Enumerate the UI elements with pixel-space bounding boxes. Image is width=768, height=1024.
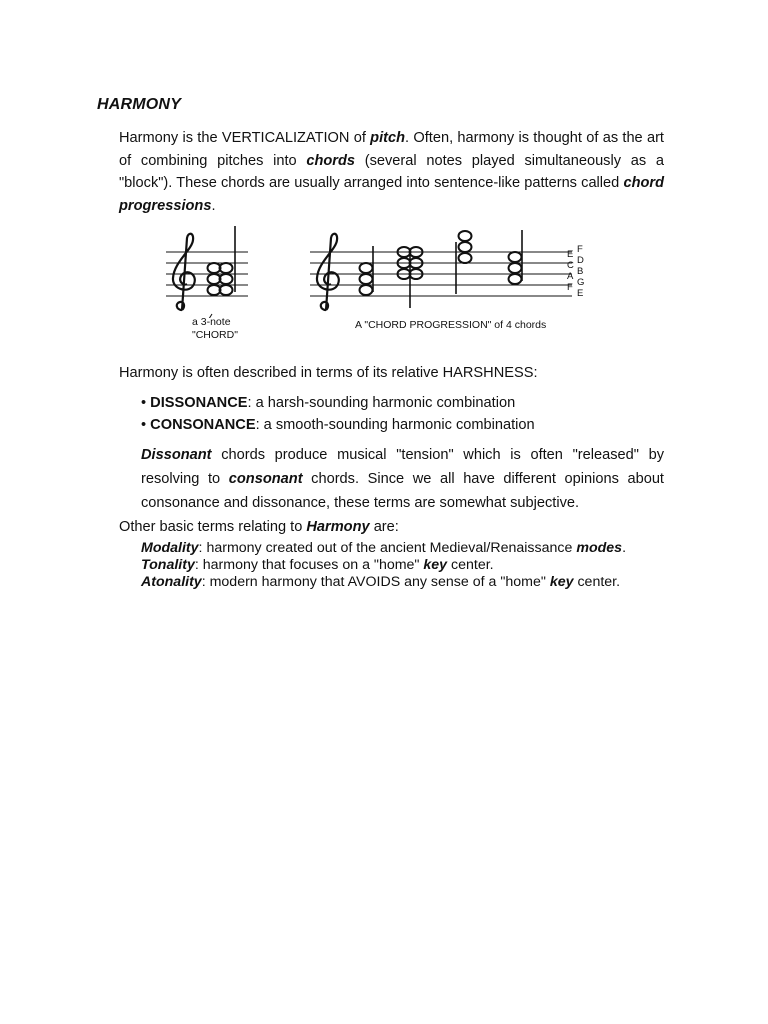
other-terms-intro bbox=[119, 519, 399, 535]
section-heading: HARMONY bbox=[97, 96, 182, 113]
intro-text: Harmony is the VERTICALIZATION of bbox=[119, 130, 371, 146]
harshness-list bbox=[141, 392, 535, 436]
dissonance-paragraph bbox=[141, 443, 664, 515]
paragraph-text: chords. Since we all have different opinions about consonance and dissonance, these terms are somewhat subjective. bbox=[141, 471, 664, 511]
term-atonality: Atonality bbox=[141, 574, 202, 590]
term-dissonant: Dissonant bbox=[141, 447, 212, 463]
treble-clef-icon bbox=[173, 234, 195, 310]
separator: : bbox=[201, 574, 210, 590]
progression-chord-2 bbox=[398, 247, 423, 308]
chord-notes bbox=[208, 263, 233, 295]
line-letter: E bbox=[567, 249, 574, 260]
definition-text: : a harsh-sounding harmonic combination bbox=[247, 395, 516, 411]
space-letter: F bbox=[577, 244, 583, 255]
intro-text: are: bbox=[369, 519, 399, 535]
definition-text: . bbox=[622, 540, 627, 556]
intro-text: (several notes played simultaneously as a "block"). These chords are usually arranged into sentence-like patterns called bbox=[119, 152, 664, 191]
term-consonant: consonant bbox=[228, 471, 303, 487]
intro-paragraph bbox=[119, 127, 664, 217]
list-item bbox=[141, 557, 626, 574]
definition-text: harmony created out of the ancient Medieval/Renaissance bbox=[206, 540, 577, 556]
list-item: • DISSONANCE: a harsh-sounding harmonic combination bbox=[141, 395, 516, 411]
chord-caption-line: "CHORD" bbox=[192, 329, 238, 341]
definition-text: harmony that focuses on a "home" bbox=[202, 557, 424, 573]
term-modes: modes bbox=[576, 540, 623, 556]
separator: : bbox=[194, 557, 203, 573]
term-modality: Modality bbox=[141, 540, 199, 556]
space-letter: B bbox=[577, 266, 584, 277]
music-notation-figure bbox=[160, 226, 620, 318]
intro-text: . bbox=[211, 197, 216, 214]
intro-text: . Often, harmony is thought of as the art of combining pitches into bbox=[119, 130, 664, 169]
term-chords: chords bbox=[306, 152, 355, 169]
progression-chord-1 bbox=[360, 246, 374, 295]
staff-progression bbox=[310, 252, 572, 296]
line-letter: A bbox=[567, 271, 574, 282]
progression-chord-4 bbox=[509, 230, 523, 284]
harshness-intro: Harmony is often described in terms of its relative HARSHNESS: bbox=[119, 365, 538, 381]
term-chord-progressions: chord progressions bbox=[119, 175, 664, 214]
definition-text: modern harmony that AVOIDS any sense of a "home" bbox=[209, 574, 550, 590]
space-letter: E bbox=[577, 288, 584, 299]
terms-list bbox=[141, 540, 626, 591]
paragraph-text: chords produce musical "tension" which is often "released" by resolving to bbox=[141, 447, 664, 487]
progression-caption: A "CHORD PROGRESSION" of 4 chords bbox=[355, 319, 547, 331]
term-tonality: Tonality bbox=[141, 557, 195, 573]
separator: : bbox=[198, 540, 207, 556]
term-pitch: pitch bbox=[370, 130, 406, 146]
space-letter: G bbox=[577, 277, 585, 288]
list-item bbox=[141, 574, 626, 591]
definition-text: center. bbox=[573, 574, 621, 590]
chord-caption bbox=[192, 316, 238, 342]
term-dissonance: DISSONANCE bbox=[150, 395, 248, 411]
term-key: key bbox=[549, 574, 574, 590]
definition-text: : a smooth-sounding harmonic combination bbox=[255, 417, 535, 433]
line-letter: C bbox=[567, 260, 574, 271]
term-key: key bbox=[423, 557, 448, 573]
chord-caption-line: a 3-note bbox=[192, 316, 231, 328]
space-letter: D bbox=[577, 255, 584, 266]
term-harmony: Harmony bbox=[306, 519, 370, 535]
list-item: • CONSONANCE: a smooth-sounding harmonic combination bbox=[141, 417, 535, 433]
list-item bbox=[141, 540, 626, 557]
line-letter: F bbox=[567, 282, 573, 293]
definition-text: center. bbox=[447, 557, 494, 573]
term-consonance: CONSONANCE bbox=[150, 417, 256, 433]
intro-text: Other basic terms relating to bbox=[119, 519, 307, 535]
treble-clef-icon bbox=[317, 234, 339, 310]
